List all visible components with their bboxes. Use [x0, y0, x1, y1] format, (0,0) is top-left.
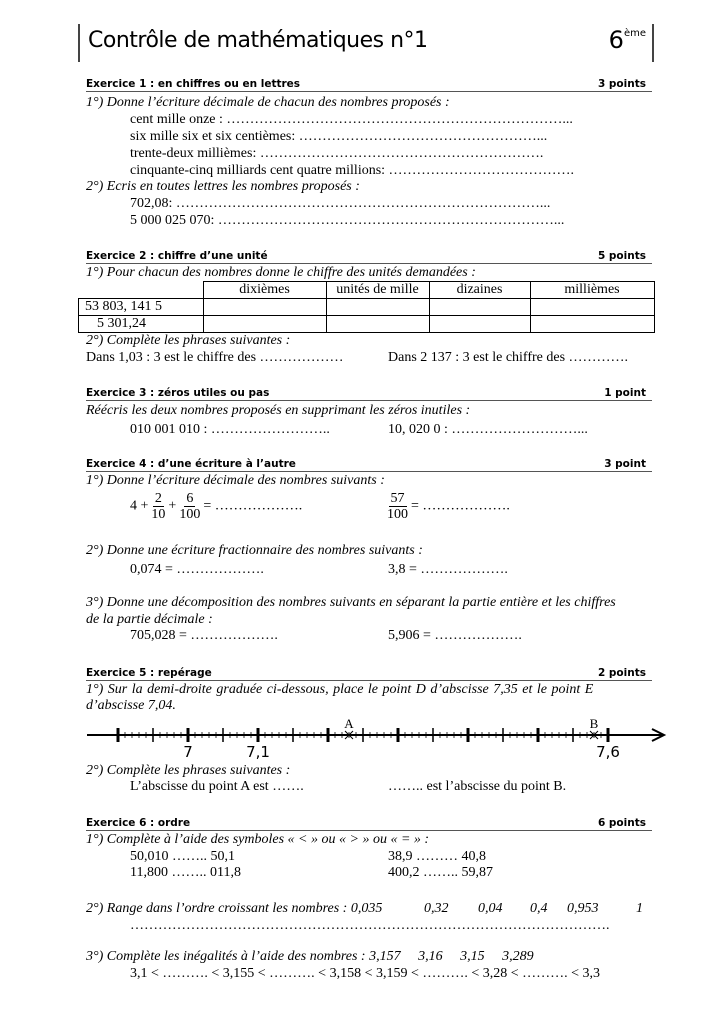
answer-cell[interactable] [203, 316, 326, 333]
exercise-points: 2 points [597, 667, 646, 679]
answer-cell[interactable] [429, 299, 530, 316]
answer-cell[interactable] [326, 316, 429, 333]
plus: + [140, 498, 149, 514]
answer-line: 5 000 025 070: ………………………………………………………………... [130, 213, 565, 228]
question: Réécris les deux nombres proposés en supprimant les zéros inutiles : [86, 403, 471, 418]
comparison: 38,9 ……… 40,8 [388, 849, 486, 864]
exercise-title: Exercice 3 : zéros utiles ou pas [86, 387, 270, 399]
tick-label: 7,6 [596, 743, 620, 761]
answer-line: six mille six et six centièmes: ……………………………………………... [130, 129, 548, 144]
question: 1°) Donne l’écriture décimale des nombres suivants : [86, 473, 385, 488]
answer-cell[interactable] [429, 316, 530, 333]
answer-line: 5,906 = ………………. [388, 628, 522, 643]
answer-line: cinquante-cinq milliards cent quatre millions: …………………………………. [130, 163, 575, 178]
table-row [79, 299, 655, 316]
answer-line: 705,028 = ………………. [130, 628, 278, 643]
question: 2°) Complète les phrases suivantes : [86, 333, 291, 348]
sentence: Dans 1,03 : 3 est le chiffre des ……………… [86, 350, 344, 365]
exercise-title: Exercice 1 : en chiffres ou en lettres [86, 78, 301, 90]
exercise-points: 3 points [597, 78, 646, 90]
comparison: 50,010 …….. 50,1 [130, 849, 235, 864]
answer-line: 3,1 < ………. < 3,155 < ………. < 3,158 < 3,159 < ………. < 3,28 < ………. < 3,3 [130, 966, 601, 981]
comparison: 400,2 …….. 59,87 [388, 865, 493, 880]
number: 0,4 [530, 901, 548, 916]
sentence: …….. est l’abscisse du point B. [388, 779, 567, 794]
answer-line: cent mille onze : ………………………………………………………………... [130, 112, 573, 127]
exercise-title: Exercice 2 : chiffre d’une unité [86, 250, 268, 262]
fraction [387, 491, 408, 522]
column-header: dixièmes [203, 282, 326, 299]
exercise-points: 6 points [597, 817, 646, 829]
question: 2°) Range dans l’ordre croissant les nombres : 0,035 [86, 901, 383, 916]
question: 1°) Donne l’écriture décimale de chacun des nombres proposés : [86, 95, 450, 110]
units-table [78, 281, 655, 333]
exercise-4-header [86, 455, 652, 472]
number: 0,953 [567, 901, 599, 916]
exercise-title: Exercice 5 : repérage [86, 667, 212, 679]
page-title: Contrôle de mathématiques n°1 [88, 28, 428, 53]
grade-suffix: ème [623, 28, 646, 39]
question: de la partie décimale : [86, 612, 213, 627]
question: 2°) Ecris en toutes lettres les nombres proposés : [86, 179, 360, 194]
table-row [79, 316, 655, 333]
grade-number: 6 [608, 26, 624, 54]
numerator: 6 [186, 491, 194, 506]
denominator: 100 [387, 507, 408, 522]
numerator: 57 [390, 491, 405, 506]
exercise-title: Exercice 6 : ordre [86, 817, 191, 829]
answer-line: …………………………………………………………………………………………. [130, 918, 610, 933]
answer-line: 3,8 = ………………. [388, 562, 508, 577]
row-number: 5 301,24 [79, 316, 204, 333]
sentence: L’abscisse du point A est ……. [130, 779, 304, 794]
point-label: A [344, 716, 354, 731]
question: 1°) Pour chacun des nombres donne le chiffre des unités demandées : [86, 265, 476, 280]
whole: 4 [130, 498, 137, 514]
exercise-2-header [86, 247, 652, 264]
comparison: 11,800 …….. 011,8 [130, 865, 241, 880]
number-line [0, 712, 724, 762]
answer-line: 10, 020 0 : ………………………... [388, 422, 588, 437]
tick-label: 7,1 [246, 743, 270, 761]
exercise-points: 5 points [597, 250, 646, 262]
answer-dots: = ………………. [203, 498, 303, 514]
answer-line: 010 001 010 : …………………….. [130, 422, 330, 437]
exercise-points: 3 point [604, 458, 646, 470]
numerator: 2 [154, 491, 162, 506]
fraction [179, 491, 200, 522]
row-number: 53 803, 141 5 [79, 299, 204, 316]
exercise-1-header [86, 75, 652, 92]
exercise-points: 1 point [604, 387, 646, 399]
tick-label: 7 [183, 743, 193, 761]
sentence: Dans 2 137 : 3 est le chiffre des …………. [388, 350, 629, 365]
point-label: B [589, 716, 599, 731]
fraction-expression [384, 491, 510, 522]
exercise-6-header [86, 814, 652, 831]
exercise-3-header [86, 384, 652, 401]
answer-line: 0,074 = ………………. [130, 562, 264, 577]
number: 0,32 [424, 901, 449, 916]
column-header: dizaines [429, 282, 530, 299]
answer-cell[interactable] [530, 299, 654, 316]
exercise-5-header [86, 664, 652, 681]
question: 1°) Complète à l’aide des symboles « < » ou « > » ou « = » : [86, 832, 430, 847]
grade-level [609, 26, 646, 54]
answer-cell[interactable] [203, 299, 326, 316]
number: 1 [636, 901, 643, 916]
answer-cell[interactable] [326, 299, 429, 316]
question: d’abscisse 7,04. [86, 698, 176, 713]
question: 3°) Complète les inégalités à l’aide des nombres : 3,157 3,16 3,15 3,289 [86, 949, 534, 964]
fraction-expression [130, 491, 302, 522]
answer-cell[interactable] [530, 316, 654, 333]
question: 1°) Sur la demi-droite graduée ci-dessous, place le point D d’abscisse 7,35 et le point E [86, 682, 594, 697]
exercise-title: Exercice 4 : d’une écriture à l’autre [86, 458, 296, 470]
answer-line: 702,08: ……………………………………………………………………... [130, 196, 551, 211]
column-header: millièmes [530, 282, 654, 299]
column-header: unités de mille [326, 282, 429, 299]
question: 2°) Donne une écriture fractionnaire des nombres suivants : [86, 543, 423, 558]
question: 2°) Complète les phrases suivantes : [86, 763, 291, 778]
title-box [78, 24, 654, 62]
number: 0,04 [478, 901, 503, 916]
denominator: 100 [179, 507, 201, 522]
plus: + [168, 498, 177, 514]
answer-line: trente-deux millièmes: ……………………………………………………. [130, 146, 544, 161]
denominator: 10 [151, 507, 166, 522]
question: 3°) Donne une décomposition des nombres suivants en séparant la partie entière et les chiffres [86, 595, 616, 610]
answer-dots: = ………………. [411, 498, 510, 514]
fraction [151, 491, 165, 522]
